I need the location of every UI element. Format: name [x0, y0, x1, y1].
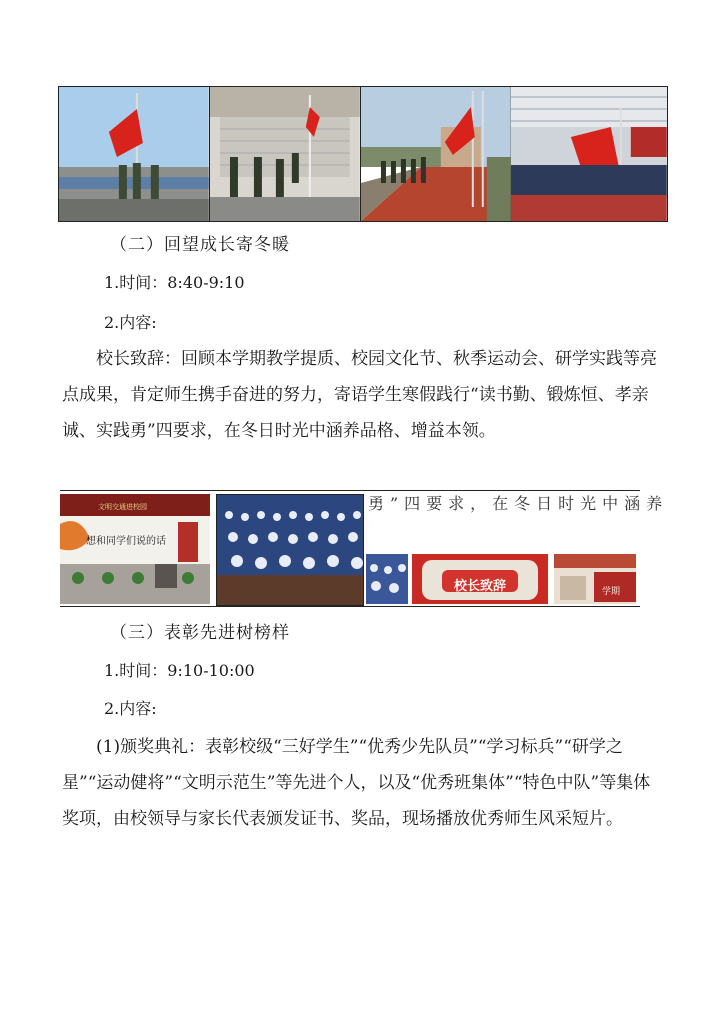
flag-ceremony-photo-strip	[58, 86, 668, 222]
hall-sign-photo	[554, 554, 636, 604]
section2-content-label: 2.内容:	[104, 313, 157, 332]
flag-raising-photo-1	[59, 87, 210, 221]
flag-raising-photo-2	[210, 87, 361, 221]
stage-speech-photo	[60, 494, 210, 604]
slide-text: 想和同学们说的话	[86, 536, 166, 547]
cutoff-caption-text: 勇”四要求，在冬日时光中涵养	[368, 494, 669, 513]
flag-raising-photo-4	[511, 87, 667, 221]
principal-speech-poster-photo	[412, 554, 548, 604]
section3-content-label: 2.内容:	[104, 699, 157, 718]
strip-border-bottom	[60, 606, 640, 607]
section2-time: 1.时间：8:40-9:10	[104, 273, 245, 292]
section3-time: 1.时间：9:10-10:00	[104, 661, 255, 680]
strip-border-top	[60, 490, 640, 491]
stage-banner-text: 文明交通进校园	[98, 503, 147, 511]
audience-photo	[216, 494, 364, 606]
section3-body: (1)颁奖典礼：表彰校级“三好学生”“优秀少先队员”“学习标兵”“研学之星”“运动健将”“文明示范生”等先进个人，以及“优秀班集体”“特色中队”等集体奖项，由校领导与家长代表颁发证书、奖品，现场播放优秀师生风采短片。	[62, 737, 651, 829]
hall-sign-label: 学期	[602, 587, 621, 597]
principal-speech-photo-strip	[60, 490, 669, 608]
flag-raising-photo-3	[361, 87, 512, 221]
section-heading-2: （二）回望成长寄冬暖	[110, 235, 290, 255]
poster-label: 校长致辞	[454, 579, 507, 594]
section-heading-3: （三）表彰先进树榜样	[110, 623, 290, 643]
section2-body: 校长致辞：回顾本学期教学提质、校园文化节、秋季运动会、研学实践等亮点成果，肯定师生携手奋进的努力，寄语学生寒假践行“读书勤、锻炼恒、孝亲诚、实践勇”四要求，在冬日时光中涵养品格、增益本领。	[62, 349, 657, 441]
students-thumbnail-photo	[366, 554, 408, 604]
